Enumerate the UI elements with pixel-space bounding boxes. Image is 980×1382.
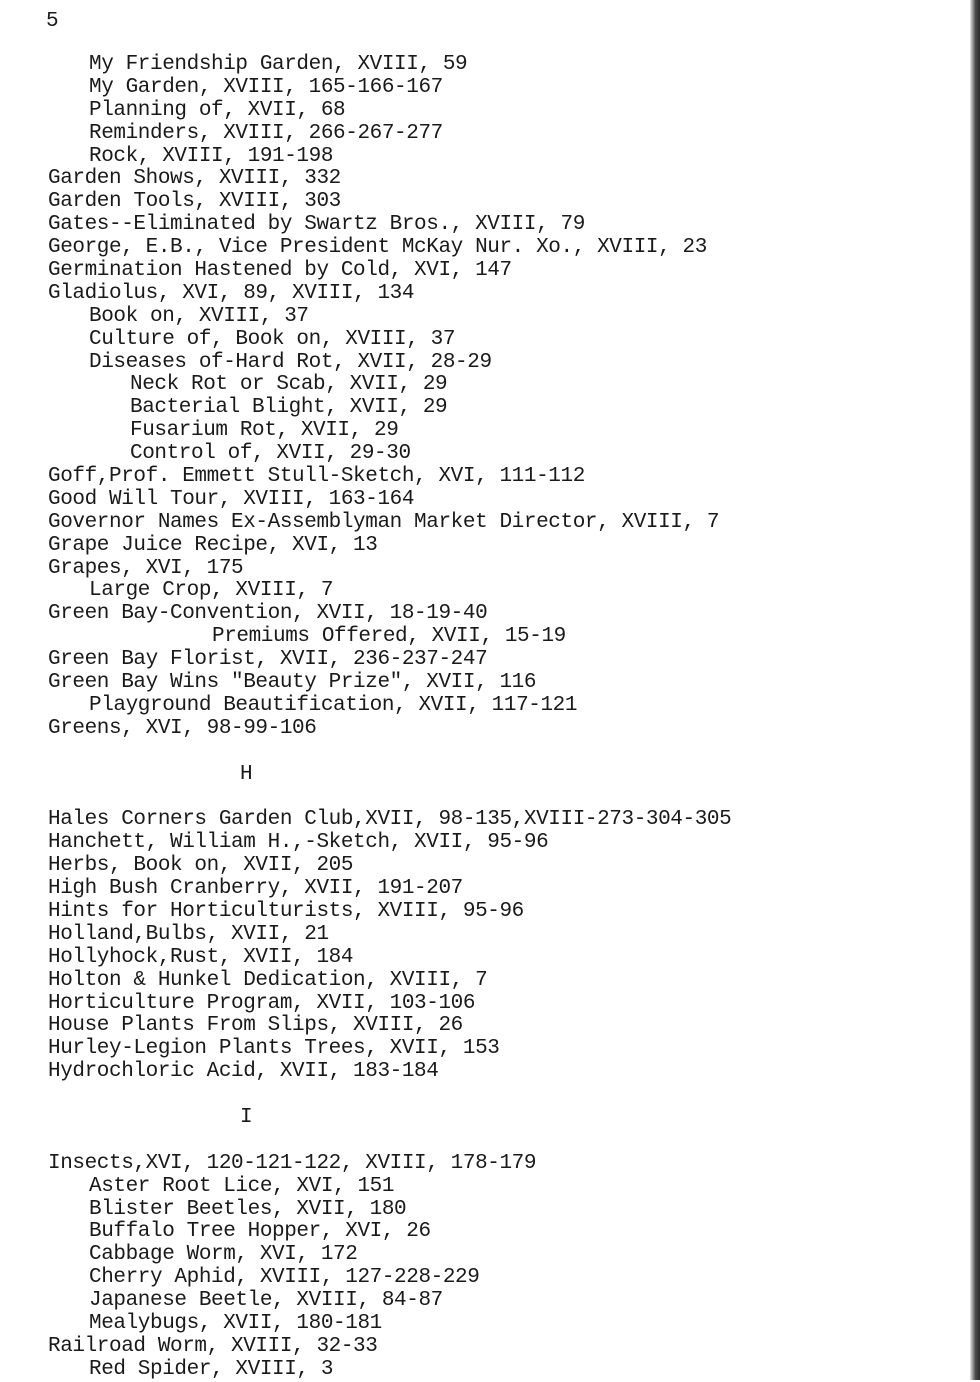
index-subentry: Blister Beetles, XVII, 180: [89, 1197, 407, 1221]
index-subentry: Rock, XVIII, 191-198: [89, 144, 334, 168]
index-entry: Grape Juice Recipe, XVI, 13: [48, 533, 378, 557]
index-subentry: Large Crop, XVIII, 7: [89, 579, 334, 603]
index-subentry: Red Spider, XVIII, 3: [89, 1357, 334, 1381]
index-entry: Insects,XVI, 120-121-122, XVIII, 178-179: [48, 1151, 537, 1175]
page-number: 5: [46, 10, 59, 33]
index-entry: Hollyhock,Rust, XVII, 184: [48, 945, 354, 969]
index-entry: George, E.B., Vice President McKay Nur. Xo., XVIII, 23: [48, 236, 707, 260]
index-entry: Goff,Prof. Emmett Stull-Sketch, XVI, 111-112: [48, 465, 585, 489]
page-edge-shadow: [970, 0, 980, 1380]
index-entry: Hints for Horticulturists, XVIII, 95-96: [48, 899, 524, 923]
index-subentry: Control of, XVII, 29-30: [130, 442, 411, 466]
index-subentry: Planning of, XVII, 68: [89, 98, 346, 122]
index-entry: Holland,Bulbs, XVII, 21: [48, 922, 329, 946]
section-letter-heading: H: [240, 762, 253, 786]
index-subentry: Neck Rot or Scab, XVII, 29: [130, 373, 448, 397]
index-entry: Governor Names Ex-Assemblyman Market Director, XVIII, 7: [48, 510, 720, 534]
index-subentry: Cherry Aphid, XVIII, 127-228-229: [89, 1266, 480, 1290]
index-subentry: Book on, XVIII, 37: [89, 304, 309, 328]
index-subentry: Aster Root Lice, XVI, 151: [89, 1174, 395, 1198]
index-entry: Railroad Worm, XVIII, 32-33: [48, 1334, 378, 1358]
index-subentry: Playground Beautification, XVII, 117-121: [89, 693, 578, 717]
index-entry: Horticulture Program, XVII, 103-106: [48, 991, 476, 1015]
index-entry: Gates--Eliminated by Swartz Bros., XVIII, 79: [48, 213, 585, 237]
blank-line: [48, 787, 948, 810]
index-entry: Green Bay-Convention, XVII, 18-19-40: [48, 602, 488, 626]
section-letter-heading: I: [240, 1105, 253, 1129]
index-entry: Greens, XVI, 98-99-106: [48, 716, 317, 740]
index-subentry: Cabbage Worm, XVI, 172: [89, 1243, 358, 1267]
index-body: [48, 54, 948, 1382]
blank-line: [48, 741, 948, 764]
index-entry: Garden Tools, XVIII, 303: [48, 190, 341, 214]
index-subentry: Diseases of-Hard Rot, XVII, 28-29: [89, 350, 492, 374]
index-subentry: Japanese Beetle, XVIII, 84-87: [89, 1289, 443, 1313]
index-entry: Hydrochloric Acid, XVII, 183-184: [48, 1060, 439, 1084]
index-entry: Herbs, Book on, XVII, 205: [48, 854, 354, 878]
index-entry: Hales Corners Garden Club,XVII, 98-135,XVIII-273-304-305: [48, 808, 732, 832]
index-entry: Grapes, XVI, 175: [48, 556, 244, 580]
index-entry: Green Bay Florist, XVII, 236-237-247: [48, 648, 488, 672]
index-entry: Germination Hastened by Cold, XVI, 147: [48, 259, 512, 283]
index-entry: Garden Shows, XVIII, 332: [48, 167, 341, 191]
index-subentry: My Friendship Garden, XVIII, 59: [89, 53, 468, 76]
index-subentry: Reminders, XVIII, 266-267-277: [89, 121, 443, 145]
index-entry: High Bush Cranberry, XVII, 191-207: [48, 877, 463, 901]
index-entry: Green Bay Wins "Beauty Prize", XVII, 116: [48, 671, 537, 695]
index-subentry: Mealybugs, XVII, 180-181: [89, 1311, 382, 1335]
index-entry: Good Will Tour, XVIII, 163-164: [48, 487, 415, 511]
index-entry: Hurley-Legion Plants Trees, XVII, 153: [48, 1037, 500, 1061]
index-subentry: Buffalo Tree Hopper, XVI, 26: [89, 1220, 431, 1244]
index-subentry: Fusarium Rot, XVII, 29: [130, 419, 399, 443]
index-entry: Gladiolus, XVI, 89, XVIII, 134: [48, 281, 415, 305]
index-subentry: Premiums Offered, XVII, 15-19: [212, 625, 566, 649]
index-subentry: My Garden, XVIII, 165-166-167: [89, 75, 443, 99]
index-subentry: Bacterial Blight, XVII, 29: [130, 396, 448, 420]
blank-line: [48, 1130, 948, 1153]
blank-line: [48, 1084, 948, 1107]
index-entry: Hanchett, William H.,-Sketch, XVII, 95-96: [48, 831, 549, 855]
index-subentry: Culture of, Book on, XVIII, 37: [89, 327, 456, 351]
index-entry: House Plants From Slips, XVIII, 26: [48, 1014, 463, 1038]
index-entry: Holton & Hunkel Dedication, XVIII, 7: [48, 968, 488, 992]
